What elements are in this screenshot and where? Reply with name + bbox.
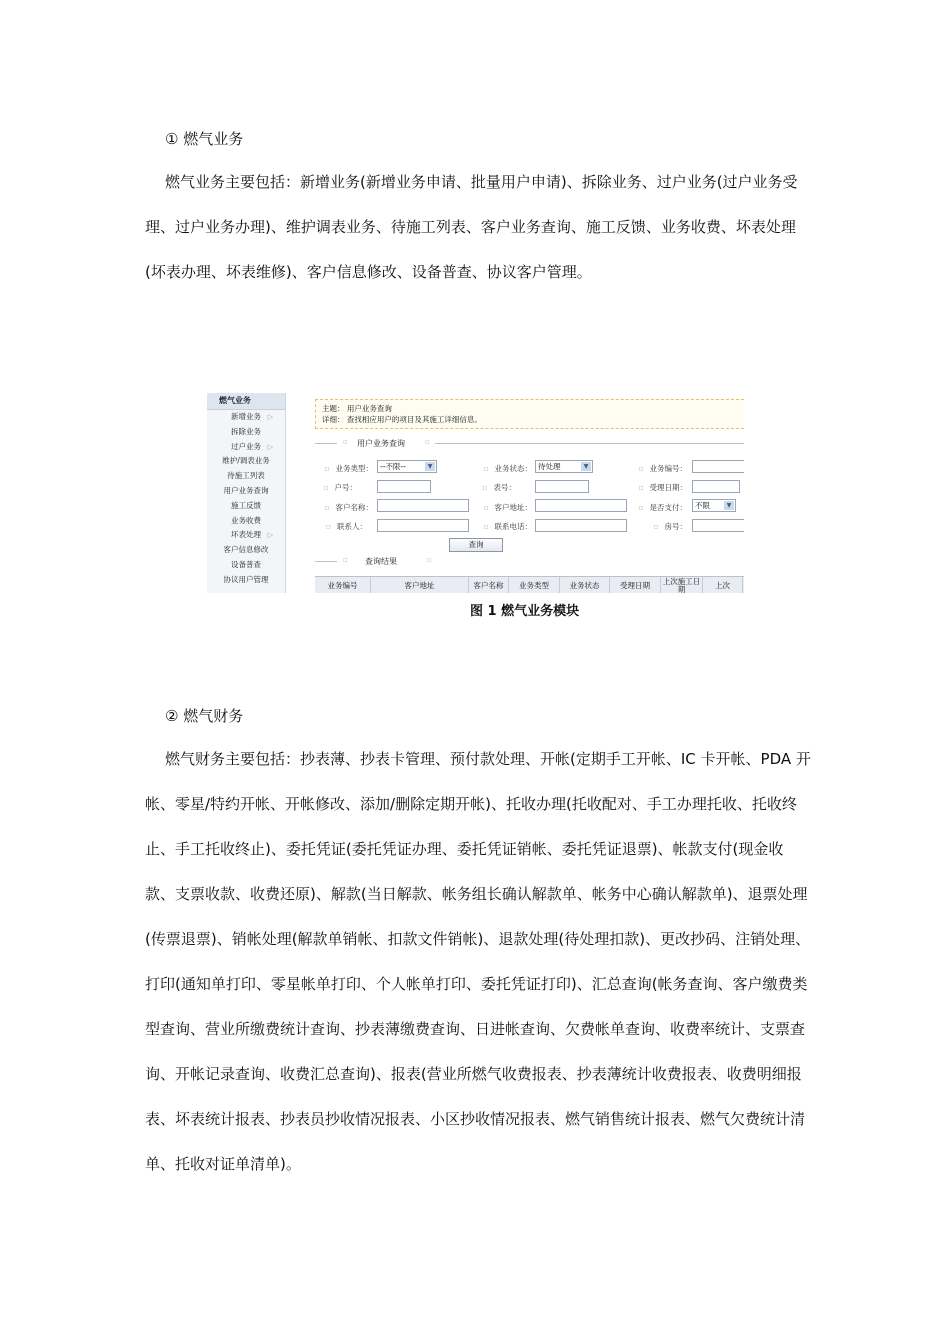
- paid-label: ▫ 是否支付：: [638, 503, 687, 512]
- phone-input[interactable]: [535, 519, 627, 532]
- sidebar-item[interactable]: [207, 454, 285, 469]
- result-section-title: ▫ 查询结果 ▫: [315, 556, 744, 566]
- column-header[interactable]: 客户名称: [469, 577, 509, 593]
- column-header[interactable]: 受理日期: [610, 577, 661, 593]
- sidebar-header: 燃气业务: [207, 393, 285, 410]
- business-no-label: ▫ 业务编号：: [638, 464, 687, 473]
- chevron-down-icon: ▼: [724, 501, 734, 510]
- sidebar-item-label: 客户信息修改: [223, 545, 269, 555]
- sidebar-item[interactable]: [207, 425, 285, 440]
- house-no-label: ▫ 房号：: [653, 522, 687, 531]
- paragraph-gas-finance: 燃气财务主要包括：抄表薄、抄表卡管理、预付款处理、开帐(定期手工开帐、IC 卡开帐、PDA 开帐、零星/特约开帐、开帐修改、添加/删除定期开帐)、托收办理(托收配对、手工办理托收、托收终止、手工托收终止)、委托凭证(委托凭证办理、委托凭证销帐、委托凭证退票)、帐款支付(现金收款、支票收款、收费还原)、解款(当日解款、帐务组长确认解款单、帐务中心确认解款单)、退票处理(传票退票)、销帐处理(解款单销帐、扣款文件销帐)、退款处理(待处理扣款)、更改抄码、注销处理、打印(通知单打印、零星帐单打印、个人帐单打印、委托凭证打印)、汇总查询(帐务查询、客户缴费类型查询、营业所缴费统计查询、抄表薄缴费查询、日进帐查询、欠费帐单查询、收费率统计、支票查询、开帐记录查询、收费汇总查询)、报表(营业所燃气收费报表、抄表薄统计收费报表、收费明细报表、坏表统计报表、抄表员抄收情况报表、小区抄收情况报表、燃气销售统计报表、燃气欠费统计清单、托收对证单清单)。: [145, 750, 811, 1173]
- query-section-label: 用户业务查询: [357, 439, 405, 448]
- column-header[interactable]: 上次施工日期: [661, 577, 703, 593]
- topic-detail: 详细： 查找相应用户的项目及其施工详细信息。: [322, 415, 482, 424]
- account-no-label: ▫ 户号：: [323, 483, 357, 492]
- contact-label: ▫ 联系人：: [325, 522, 367, 531]
- result-grid-header: [315, 576, 744, 593]
- sidebar-item-label: 施工反馈: [231, 500, 261, 510]
- sidebar-menu: [207, 410, 285, 588]
- business-type-label: ▫ 业务类型：: [324, 464, 373, 473]
- sidebar-item[interactable]: [207, 514, 285, 529]
- paid-select[interactable]: 不限 ▼: [692, 499, 736, 512]
- topic-box: [315, 399, 744, 429]
- accept-date-input[interactable]: [692, 480, 740, 493]
- column-header[interactable]: 客户地址: [371, 577, 469, 593]
- sidebar-item-label: 待施工列表: [227, 471, 265, 481]
- sidebar-item-label: 维护/调表业务: [222, 456, 270, 466]
- sidebar-item-label: 拆除业务: [231, 426, 261, 436]
- chevron-right-icon: ▷: [267, 442, 273, 451]
- sidebar-item[interactable]: [207, 558, 285, 573]
- result-section-label: 查询结果: [365, 557, 397, 566]
- column-header[interactable]: 业务类型: [509, 577, 560, 593]
- accept-date-label: ▫ 受理日期：: [638, 483, 687, 492]
- business-status-select[interactable]: 待处理 ▼: [535, 460, 593, 473]
- query-button[interactable]: 查询: [449, 538, 503, 552]
- chevron-down-icon: ▼: [425, 462, 435, 471]
- topic-subject: 主题： 用户业务查询: [322, 404, 392, 413]
- figure-caption: 图 1 燃气业务模块: [470, 604, 580, 619]
- chevron-down-icon: ▼: [581, 462, 591, 471]
- sidebar-item-label: 新增业务: [231, 412, 261, 421]
- customer-address-input[interactable]: [535, 499, 627, 512]
- sidebar-item-label: 协议用户管理: [223, 574, 269, 584]
- customer-name-label: ▫ 客户名称：: [324, 503, 373, 512]
- business-status-label: ▫ 业务状态：: [483, 464, 532, 473]
- account-no-input[interactable]: [377, 480, 431, 493]
- sidebar-item[interactable]: [207, 410, 285, 425]
- paragraph-gas-business: 燃气业务主要包括：新增业务(新增业务申请、批量用户申请)、拆除业务、过户业务(过户业务受理、过户业务办理)、维护调表业务、待施工列表、客户业务查询、施工反馈、业务收费、坏表处理(坏表办理、坏表维修)、客户信息修改、设备普查、协议客户管理。: [145, 173, 798, 281]
- sidebar-item-label: 业务收费: [231, 515, 261, 525]
- chevron-right-icon: ▷: [267, 413, 273, 421]
- sidebar-item[interactable]: [207, 528, 285, 543]
- query-section-title: ▫ 用户业务查询 ▫: [315, 438, 744, 448]
- gas-business-module-screenshot: [207, 393, 744, 593]
- sidebar-item-label: 过户业务: [231, 441, 261, 451]
- house-no-input[interactable]: [692, 519, 744, 532]
- business-no-input[interactable]: [692, 460, 744, 473]
- phone-label: ▫ 联系电话：: [483, 522, 532, 531]
- customer-address-label: ▫ 客户地址：: [483, 503, 532, 512]
- sidebar-item[interactable]: [207, 440, 285, 455]
- column-header[interactable]: 业务编号: [315, 577, 371, 593]
- sidebar-item[interactable]: [207, 499, 285, 514]
- sidebar-item-label: 设备普查: [231, 559, 261, 569]
- sidebar: [207, 393, 286, 593]
- sidebar-item[interactable]: [207, 543, 285, 558]
- contact-input[interactable]: [377, 519, 469, 532]
- table-no-label: ▫ 表号：: [482, 483, 516, 492]
- sidebar-item[interactable]: [207, 573, 285, 588]
- customer-name-input[interactable]: [377, 499, 469, 512]
- sidebar-item-label: 用户业务查询: [223, 485, 269, 495]
- business-type-select[interactable]: --不限-- ▼: [377, 460, 437, 473]
- section-heading-gas-business: ① 燃气业务: [165, 130, 244, 148]
- sidebar-item-label: 坏表处理: [231, 530, 261, 540]
- sidebar-item[interactable]: [207, 469, 285, 484]
- column-header[interactable]: 业务状态: [560, 577, 610, 593]
- table-no-input[interactable]: [535, 480, 589, 493]
- chevron-right-icon: ▷: [267, 531, 273, 540]
- sidebar-item[interactable]: [207, 484, 285, 499]
- column-header[interactable]: 上次: [703, 577, 743, 593]
- query-panel: [299, 393, 744, 593]
- section-heading-gas-finance: ② 燃气财务: [165, 707, 244, 725]
